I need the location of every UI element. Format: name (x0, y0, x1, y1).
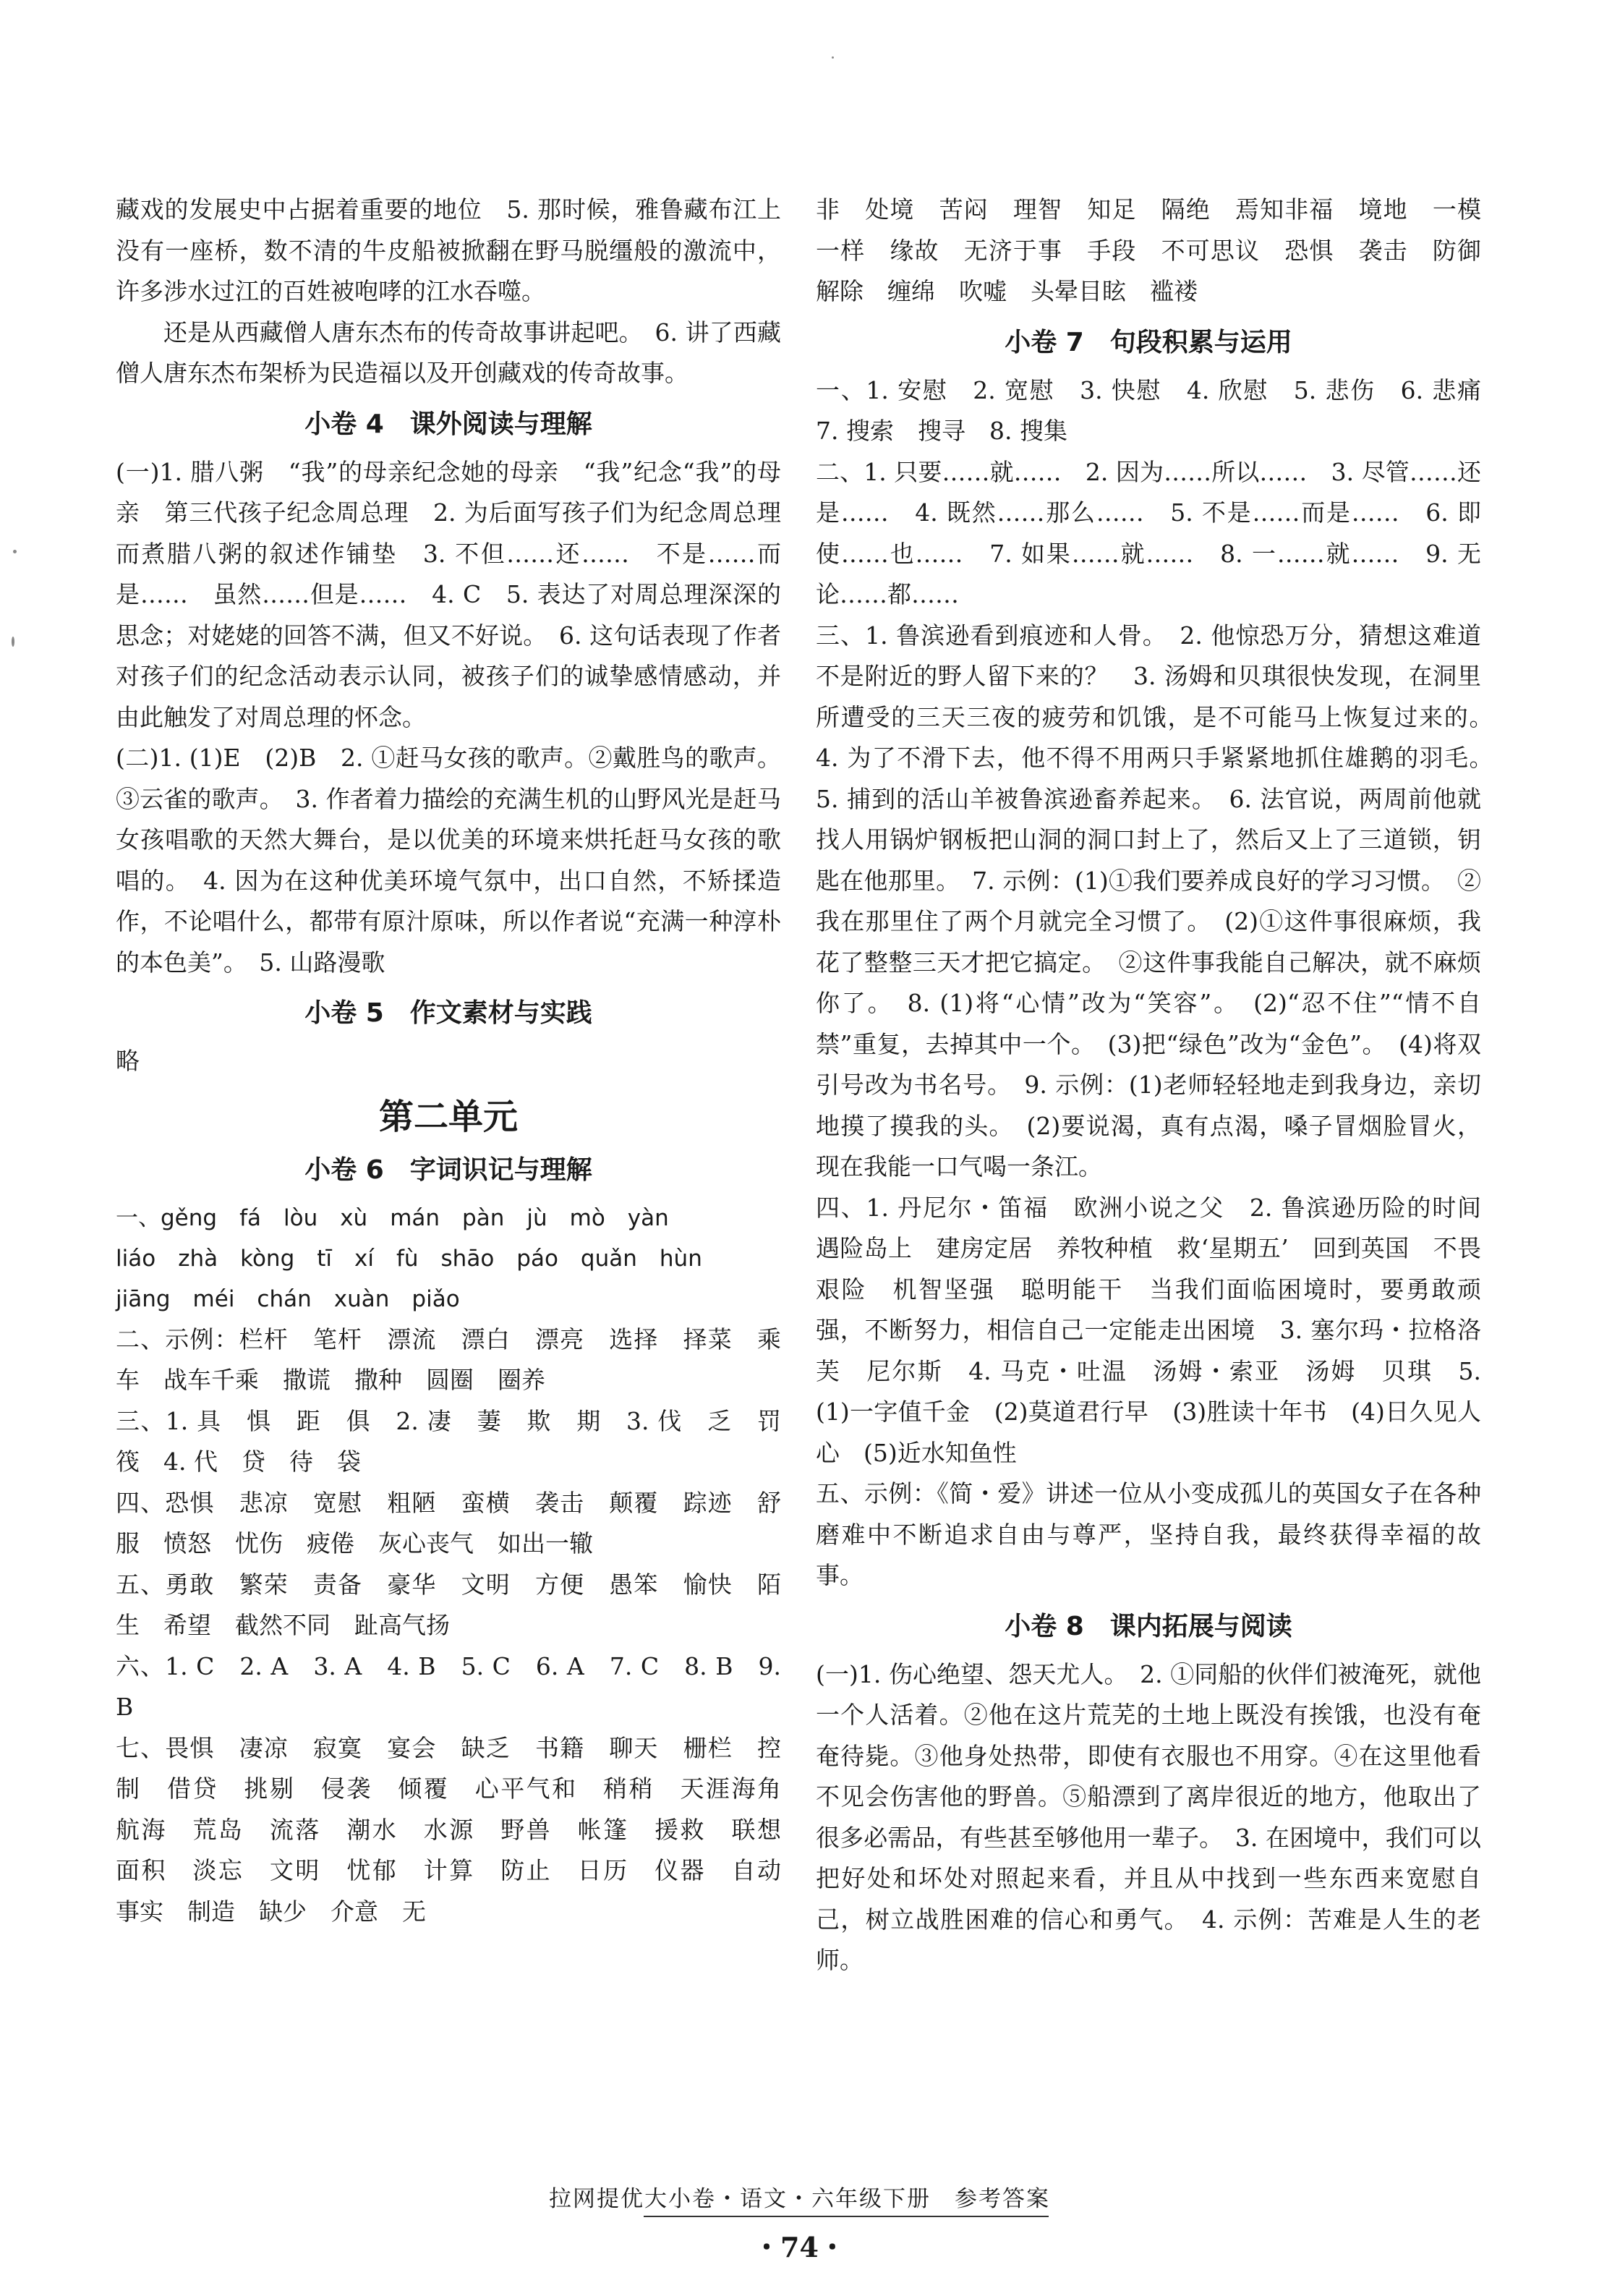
section-heading-quiz8: 小卷 8 课内拓展与阅读 (1005, 1611, 1292, 1641)
paragraph: (一)1. 伤心绝望、怨天尤人。 2. ①同船的伙伴们被淹死，就他一个人活着。②他在这片荒芜的土地上既没有挨饿，也没有奄奄待毙。③他身处热带，即使有衣服也不用穿。④在这里他看不见会伤害他的野兽。⑤船漂到了离岸很近的地方，他取出了很多必需品，有些甚至够他用一辈子。 3. 在困境中，我们可以把好处和坏处对照起来看，并且从中找到一些东西来宽慰自己，树立战胜困难的信心和勇气。 4. 示例：苦难是人生的老师。 (816, 1659, 1481, 1974)
paragraph: 五、勇敢 繁荣 责备 豪华 文明 方便 愚笨 愉快 陌生 希望 截然不同 趾高气扬 (116, 1570, 781, 1639)
paragraph: 略 (116, 1047, 140, 1075)
page-number: ・74・ (753, 2231, 846, 2263)
paragraph: 七、畏惧 凄凉 寂寞 宴会 缺乏 书籍 聊天 栅栏 控制 借贷 挑剔 侵袭 倾覆 心平气和 稍稍 天涯海角 航海 荒岛 流落 潮水 水源 野兽 帐篷 援救 联想 面积 淡忘 文明 忧郁 计算 防止 日历 仪器 自动 事实 制造 缺少 介意 无 (116, 1733, 805, 1926)
unit-title: 第二单元 (378, 1096, 518, 1137)
paragraph: 四、1. 丹尼尔・笛福 欧洲小说之父 2. 鲁滨逊历险的时间 遇险岛上 建房定居 养牧种植 救‘星期五’ 回到英国 不畏艰险 机智坚强 聪明能干 当我们面临困境时，要勇敢顽强，不断努力，相信自己一定能走出困境 3. 塞尔玛・拉格洛芙 尼尔斯 4. 马克・吐温 汤姆・索亚 汤姆 贝琪 5. (1)一字值千金 (2)莫道君行早 (3)胜读十年书 (4)日久见人心 (5)近水知鱼性 (816, 1193, 1505, 1467)
pinyin-line: 一、gěng fá lòu xù mán pàn jù mò yàn (116, 1204, 669, 1231)
paragraph: 一、1. 安慰 2. 宽慰 3. 快慰 4. 欣慰 5. 悲伤 6. 悲痛 7. 搜索 搜寻 8. 搜集 (816, 375, 1505, 445)
section-heading-quiz4: 小卷 4 课外阅读与理解 (304, 409, 592, 439)
paragraph: 二、1. 只要……就…… 2. 因为……所以…… 3. 尽管……还是…… 4. 既然……那么…… 5. 不是……而是…… 6. 即使……也…… 7. 如果……就…… 8. 一……就…… 9. 无论……都…… (816, 457, 1481, 608)
paragraph: (二)1. (1)E (2)B 2. ①赶马女孩的歌声。②戴胜鸟的歌声。③云雀的歌声。 3. 作者着力描绘的充满生机的山野风光是赶马女孩唱歌的天然大舞台，是以优美的环境来烘托赶马女孩的歌唱的。 4. 因为在这种优美环境气氛中，出口自然，不矫揉造作，不论唱什么，都带有原汁原味，所以作者说“充满一种淳朴的本色美”。 5. 山路漫歌 (116, 744, 781, 977)
paragraph: 非 处境 苦闷 理智 知足 隔绝 焉知非福 境地 一模一样 缘故 无济于事 手段 不可思议 恐惧 袭击 防御 解除 缠绵 吹嘘 头晕目眩 褴褛 (816, 195, 1505, 305)
right-column (816, 190, 1505, 1981)
scan-speck (832, 56, 834, 59)
left-column (116, 190, 805, 1932)
paragraph: 五、示例：《简・爱》讲述一位从小变成孤儿的英国女子在各种磨难中不断追求自由与尊严，坚持自我，最终获得幸福的故事。 (816, 1479, 1481, 1589)
footer-book-title: 拉网提优大小卷・语文・六年级下册 参考答案 (549, 2186, 1050, 2212)
paragraph: 三、1. 鲁滨逊看到痕迹和人骨。 2. 他惊恐万分，猜想这难道不是附近的野人留下来的？ 3. 汤姆和贝琪很快发现，在洞里所遭受的三天三夜的疲劳和饥饿，是不可能马上恢复过来的。 4. 为了不滑下去，他不得不用两只手紧紧地抓住雄鹅的羽毛。 5. 捕到的活山羊被鲁滨逊畜养起来。 6. 法官说，两周前他就找人用锅炉钢板把山洞的洞口封上了，然后又上了三道锁，钥匙在他那里。 7. 示例：(1)①我们要养成良好的学习习惯。 ②我在那里住了两个月就完全习惯了。 (2)①这件事很麻烦，我花了整整三天才把它搞定。 ②这件事我能自己解决，就不麻烦你了。 8. (1)将“心情”改为“笑容”。 (2)“忍不住”“情不自禁”重复，去掉其中一个。 (3)把“绿色”改为“金色”。 (4)将双引号改为书名号。 9. 示例：(1)老师轻轻地走到我身边，亲切地摸了摸我的头。 (2)要说渴，真有点渴，嗓子冒烟脸冒火，现在我能一口气喝一条江。 (816, 621, 1505, 1181)
section-heading-quiz7: 小卷 7 句段积累与运用 (1005, 327, 1292, 357)
scan-speck (12, 637, 14, 647)
paragraph: 四、恐惧 悲凉 宽慰 粗陋 蛮横 袭击 颠覆 踪迹 舒服 愤怒 忧伤 疲倦 灰心丧气 如出一辙 (116, 1488, 781, 1557)
scan-speck (13, 550, 17, 553)
footer-rule (644, 2216, 1049, 2217)
paragraph: 六、1. C 2. A 3. A 4. B 5. C 6. A 7. C 8. B 9. B (116, 1651, 781, 1721)
paragraph: (一)1. 腊八粥 “我”的母亲纪念她的母亲 “我”纪念“我”的母亲 第三代孩子纪念周总理 2. 为后面写孩子们为纪念周总理而煮腊八粥的叙述作铺垫 3. 不但……还…… 不是……而是…… 虽然……但是…… 4. C 5. 表达了对周总理深深的思念；对姥姥的回答不满，但又不好说。 6. 这句话表现了作者对孩子们的纪念活动表示认同，被孩子们的诚挚感情感动，并由此触发了对周总理的怀念。 (116, 457, 781, 731)
paragraph: 藏戏的发展史中占据着重要的地位 5. 那时候，雅鲁藏布江上没有一座桥，数不清的牛皮船被掀翻在野马脱缰般的激流中，许多涉水过江的百姓被咆哮的江水吞噬。 (116, 195, 781, 305)
section-heading-quiz6: 小卷 6 字词识记与理解 (304, 1155, 592, 1185)
paragraph: 二、示例：栏杆 笔杆 漂流 漂白 漂亮 选择 择菜 乘车 战车千乘 撒谎 撒种 圆圈 圈养 (116, 1325, 781, 1394)
paragraph: 三、1. 具 惧 距 俱 2. 凄 萋 欺 期 3. 伐 乏 罚 筏 4. 代 贷 待 袋 (116, 1406, 805, 1476)
pinyin-line: liáo zhà kòng tī xí fù shāo páo quǎn hùn (116, 1245, 702, 1272)
paragraph: 还是从西藏僧人唐东杰布的传奇故事讲起吧。 6. 讲了西藏僧人唐东杰布架桥为民造福以及开创藏戏的传奇故事。 (116, 318, 781, 387)
pinyin-line: jiāng méi chán xuàn piǎo (116, 1285, 460, 1312)
section-heading-quiz5: 小卷 5 作文素材与实践 (304, 998, 592, 1028)
